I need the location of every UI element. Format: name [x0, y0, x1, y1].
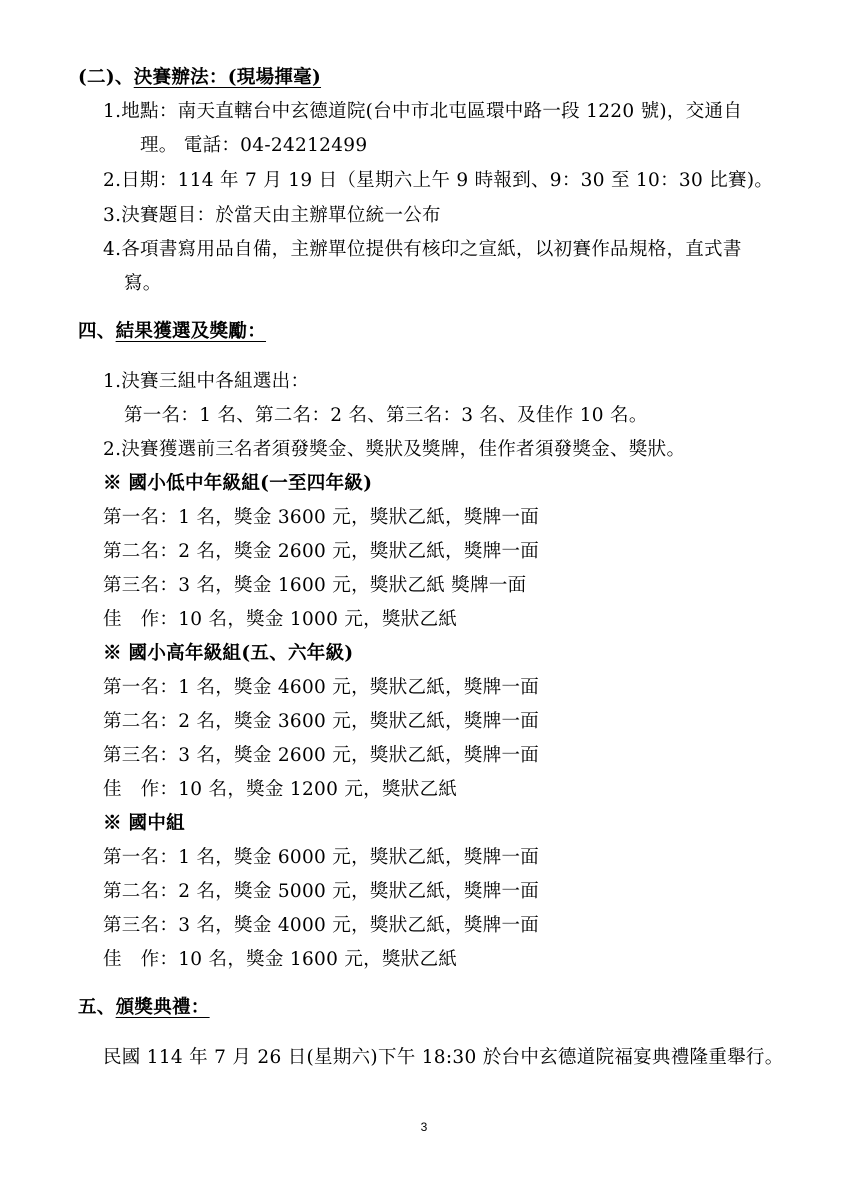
prize-line: 第三名：3 名，獎金 4000 元，獎狀乙紙，獎牌一面 — [103, 915, 540, 936]
section-title: 決賽辦法：(現場揮毫) — [133, 67, 322, 88]
page-number: 3 — [420, 1120, 428, 1134]
ceremony-text: 民國 114 年 7 月 26 日(星期六)下午 18:30 於台中玄德道院福宴典禮隆重舉行。 — [103, 1047, 784, 1068]
section-prefix: 四、 — [78, 321, 116, 342]
prize-line: 第一名：1 名，獎金 3600 元，獎狀乙紙，獎牌一面 — [103, 507, 540, 528]
section-ceremony-heading — [78, 996, 210, 1020]
prize-line: 第一名：1 名，獎金 4600 元，獎狀乙紙，獎牌一面 — [103, 677, 540, 698]
prize-line: 佳 作：10 名，獎金 1200 元，獎狀乙紙 — [103, 779, 458, 800]
list-item: 4.各項書寫用品自備，主辦單位提供有核印之宣紙，以初賽作品規格，直式書 — [103, 239, 742, 260]
section-prefix: 五、 — [78, 997, 116, 1018]
section-prefix: (二)、 — [78, 67, 134, 88]
list-item: 2.日期：114 年 7 月 19 日（星期六上午 9 時報到、9：30 至 10：30 比賽)。 — [103, 170, 774, 191]
group-heading: ※ 國小高年級組(五、六年級) — [103, 643, 354, 664]
list-item: 1.地點：南天直轄台中玄德道院(台中市北屯區環中路一段 1220 號)，交通自 — [103, 101, 743, 122]
group-heading: ※ 國小低中年級組(一至四年級) — [103, 473, 373, 494]
list-item-continuation: 理。 電話：04-24212499 — [140, 135, 368, 156]
prize-line: 第一名：1 名，獎金 6000 元，獎狀乙紙，獎牌一面 — [103, 847, 540, 868]
results-intro-line: 1.決賽三組中各組選出： — [103, 371, 310, 392]
prize-line: 第二名：2 名，獎金 2600 元，獎狀乙紙，獎牌一面 — [103, 541, 540, 562]
results-intro-line: 第一名：1 名、第二名：2 名、第三名：3 名、及佳作 10 名。 — [124, 405, 648, 426]
section-title: 結果獲選及獎勵： — [115, 321, 267, 342]
section-final-method-heading — [78, 66, 321, 90]
group-heading: ※ 國中組 — [103, 813, 185, 834]
prize-line: 第二名：2 名，獎金 5000 元，獎狀乙紙，獎牌一面 — [103, 881, 540, 902]
section-title: 頒獎典禮： — [115, 997, 210, 1018]
prize-line: 佳 作：10 名，獎金 1000 元，獎狀乙紙 — [103, 609, 458, 630]
list-item: 3.決賽題目：於當天由主辦單位統一公布 — [103, 205, 441, 226]
prize-line: 第三名：3 名，獎金 1600 元，獎狀乙紙 獎牌一面 — [103, 575, 527, 596]
results-intro-line: 2.決賽獲選前三名者須發獎金、獎狀及獎牌，佳作者須發獎金、獎狀。 — [103, 439, 686, 460]
prize-line: 第二名：2 名，獎金 3600 元，獎狀乙紙，獎牌一面 — [103, 711, 540, 732]
prize-line: 第三名：3 名，獎金 2600 元，獎狀乙紙，獎牌一面 — [103, 745, 540, 766]
list-item-continuation: 寫。 — [124, 273, 162, 294]
prize-line: 佳 作：10 名，獎金 1600 元，獎狀乙紙 — [103, 949, 458, 970]
section-results-heading — [78, 320, 266, 344]
